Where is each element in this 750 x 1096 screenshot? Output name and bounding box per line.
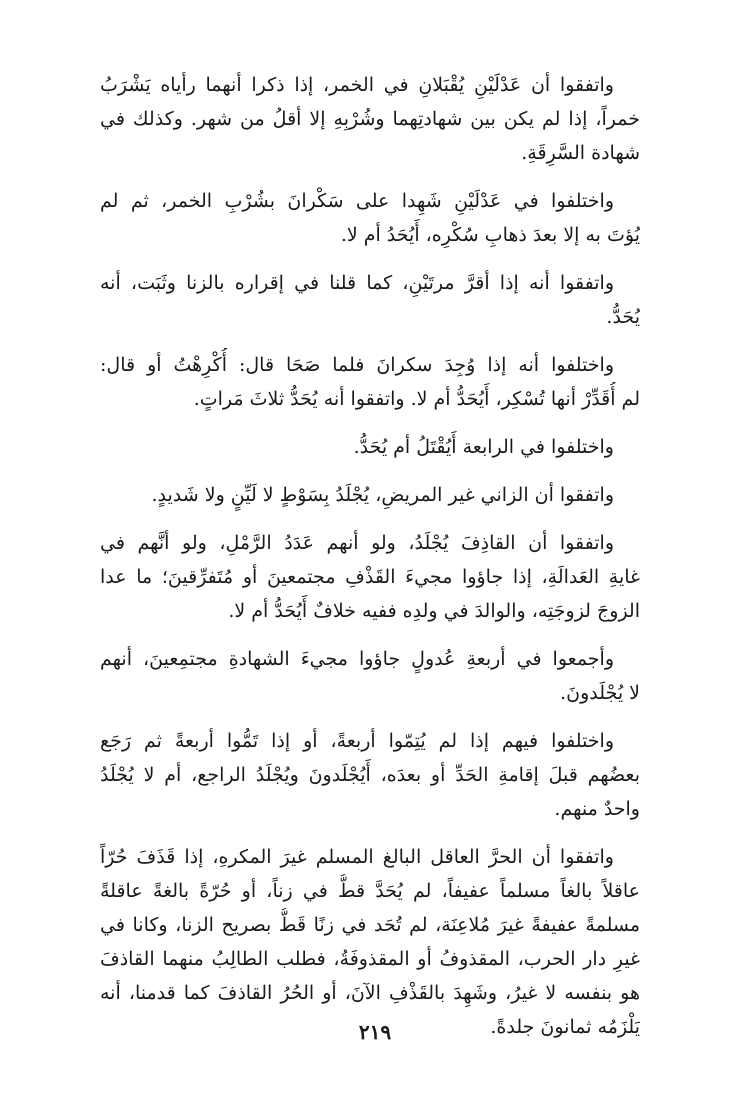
- page-number: ٢١٩: [358, 1020, 392, 1044]
- paragraph: [100, 724, 640, 826]
- paragraph: [100, 348, 640, 416]
- text-line: واختلفوا في عَدْلَيْنِ شَهِدا على سَكْرانَ بشُرْبِ الخمر، ثم لم: [100, 190, 614, 212]
- text-line: يُؤتَ به إلا بعدَ ذهابِ سُكْرِه، أَيُحَدُ أم لا.: [340, 224, 640, 246]
- paragraph: [100, 526, 640, 628]
- text-line: غيرِ دار الحرب، المقذوفُ أو المقذوفَةُ، فطلب الطالِبُ منهما القاذفَ: [100, 948, 640, 970]
- paragraph: [100, 184, 640, 252]
- text-line: واتفقوا أنه إذا أقرَّ مرتَيْنِ، كما قلنا في إقراره بالزنا وثَبَت، أنه: [100, 272, 614, 294]
- text-line: خمراً، إذا لم يكن بين شهادتِهما وشُرْبِهِ إلا أقلُ من شهر. وكذلك في: [100, 108, 640, 130]
- paragraph: [100, 642, 640, 710]
- text-line: واختلفوا فيهم إذا لم يُتِمّوا أربعةً، أو إذا تَمُّوا أربعةً ثم رَجَع: [100, 730, 614, 752]
- text-line: هو بنفسه لا غيرُ، وشَهِدَ بالقَذْفِ الآنَ، أو الحُرُ القاذفَ كما قدمنا، أنه: [100, 982, 640, 1004]
- text-line: واحدٌ منهم.: [554, 798, 640, 820]
- text-line: لا يُجْلَدونَ.: [560, 682, 640, 704]
- text-line: واختلفوا أنه إذا وُجِدَ سكرانَ فلما صَحَا قال: أُكْرِهْتُ أو قال:: [100, 354, 614, 376]
- text-line: بعضُهم قبلَ إقامةِ الحَدِّ أو بعدَه، أَيُجْلَدونَ ويُجْلَدُ الراجع، أم لا يُجْلَدُ: [100, 764, 640, 786]
- text-line: شهادة السَّرِقَةِ.: [521, 142, 640, 164]
- text-line: واختلفوا في الرابعة أَيُقْتَلُ أم يُحَدُّ.: [353, 436, 614, 458]
- text-line: عاقلاً بالغاً مسلماً عفيفاً، لم يُحَدَّ قطُّ في زناً، أو حُرّةً بالغةً عاقلةً: [100, 880, 640, 902]
- text-line: وأجمعوا في أربعةِ عُدولٍ جاؤوا مجيءَ الشهادةِ مجتمِعينَ، أنهم: [100, 648, 614, 670]
- text-line: يُحَدُّ.: [606, 306, 640, 328]
- text-line: واتفقوا أن عَدْلَيْنِ يُقْبَلانِ في الخمر، إذا ذكرا أنهما رأياه يَشْرَبُ: [100, 74, 614, 96]
- text-line: يَلْزَمُه ثمانونَ جلدةً.: [490, 1016, 640, 1038]
- text-line: مسلمةً عفيفةً غيرَ مُلاعِنَة، لم تُحَد في زنًا قَطُّ بصريح الزنا، وكانا في: [100, 914, 640, 936]
- paragraph: [100, 840, 640, 1044]
- text-line: الزوجَ لزوجَتِه، والوالدَ في ولدِه ففيه خلافٌ أَيُحَدُّ أم لا.: [228, 600, 640, 622]
- text-line: غايةِ العَدالَةِ، إذا جاؤوا مجيءَ القَذْفِ مجتمعينَ أو مُتَفرِّقينَ؛ ما عدا: [100, 566, 640, 588]
- paragraph: [100, 266, 640, 334]
- paragraph: [100, 68, 640, 170]
- paragraph: [100, 478, 640, 512]
- text-line: واتفقوا أن الحرَّ العاقل البالغ المسلم غيرَ المكرهِ، إذا قَذَفَ حُرّاً: [100, 846, 614, 868]
- paragraph: [100, 430, 640, 464]
- text-line: واتفقوا أن القاذِفَ يُجْلَدُ، ولو أنهم عَدَدُ الرَّمْلِ، ولو أنَّهم في: [100, 532, 614, 554]
- text-line: لم أُقَدِّرْ أنها تُسْكِر، أَيُحَدُّ أم لا. واتفقوا أنه يُحَدُّ ثلاثَ مَراتٍ.: [193, 388, 640, 410]
- text-line: واتفقوا أن الزاني غير المريضِ، يُجْلَدُ بِسَوْطٍ لا لَيِّنٍ ولا شَديدٍ.: [151, 484, 614, 506]
